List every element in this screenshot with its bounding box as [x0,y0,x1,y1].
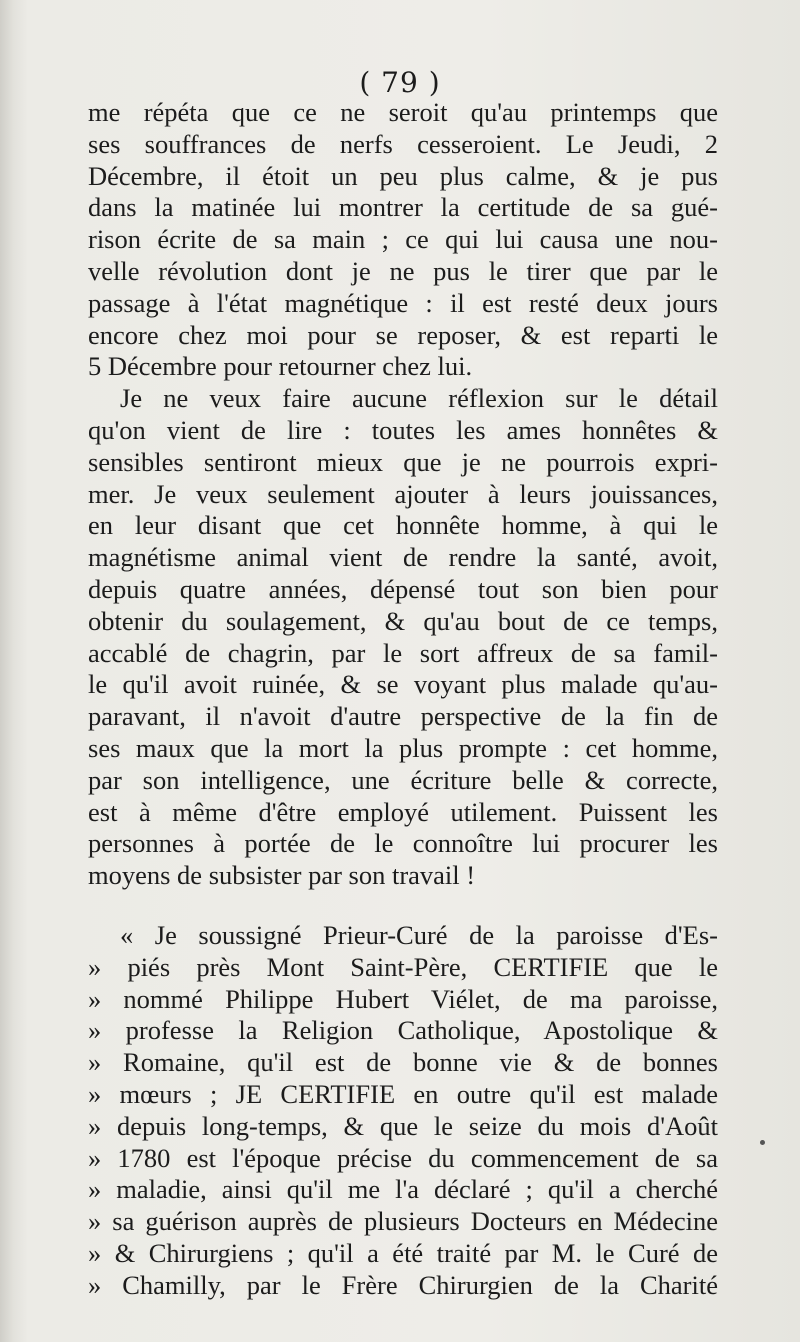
certificate-quote [88,920,718,1302]
text-line: » depuis long-temps, & que le seize du mois d'Août [88,1110,718,1141]
text-line: moyens de subsister par son travail ! [88,860,476,891]
page-gutter [0,0,14,1342]
text-line: personnes à portée de le connoître lui procurer les [88,828,718,859]
text-line: » mœurs ; JE CERTIFIE en outre qu'il est malade [88,1078,718,1109]
text-line: Décembre, il étoit un peu plus calme, & je pus [88,160,718,191]
text-line: paravant, il n'avoit d'autre perspective de la fin de [88,701,718,732]
text-line: Je ne veux faire aucune réflexion sur le détail [120,383,718,414]
text-line: le qu'il avoit ruinée, & se voyant plus malade qu'au- [88,669,718,700]
text-line: » sa guérison auprès de plusieurs Docteurs en Médecine [88,1206,718,1237]
paragraph-2 [88,383,718,892]
text-line: depuis quatre années, dépensé tout son bien pour [88,573,718,604]
text-line: » & Chirurgiens ; qu'il a été traité par M. le Curé de [88,1237,718,1268]
text-line: » piés près Mont Saint-Père, CERTIFIE que le [88,951,718,982]
text-line: ses maux que la mort la plus prompte : cet homme, [88,732,718,763]
text-line: » Chamilly, par le Frère Chirurgien de la Charité [88,1269,718,1300]
text-line: » maladie, ainsi qu'il me l'a déclaré ; qu'il a cherché [88,1174,718,1205]
text-line: me répéta que ce ne seroit qu'au printemps que [88,97,718,127]
text-line: » professe la Religion Catholique, Apostolique & [88,1015,718,1046]
text-line: est à même d'être employé utilement. Puissent les [88,796,718,827]
page-number: ( 79 ) [359,66,441,99]
text-line: en leur disant que cet honnête homme, à qui le [88,510,718,541]
text-line: ses souffrances de nerfs cesseroient. Le Jeudi, 2 [88,128,718,159]
text-line: accablé de chagrin, par le sort affreux de sa famil- [88,637,718,668]
text-line: rison écrite de sa main ; ce qui lui causa une nou- [88,224,718,255]
section-gap [88,892,718,920]
text-line: obtenir du soulagement, & qu'au bout de ce temps, [88,605,718,636]
text-line: » 1780 est l'époque précise du commencement de sa [88,1142,718,1173]
text-line: » nommé Philippe Hubert Viélet, de ma paroisse, [88,983,718,1014]
text-line: magnétisme animal vient de rendre la santé, avoit, [88,542,718,573]
text-line: mer. Je veux seulement ajouter à leurs jouissances, [88,478,718,509]
text-line: dans la matinée lui montrer la certitude de sa gué- [88,192,718,223]
text-line: par son intelligence, une écriture belle & correcte, [88,764,718,795]
text-line: 5 Décembre pour retourner chez lui. [88,351,473,382]
text-line: « Je soussigné Prieur-Curé de la paroisse d'Es- [120,919,718,950]
page-text [88,97,718,1301]
text-line: qu'on vient de lire : toutes les ames honnêtes & [88,414,718,445]
text-line: sensibles sentiront mieux que je ne pourrois expri- [88,446,718,477]
text-line: » Romaine, qu'il est de bonne vie & de bonnes [88,1047,718,1078]
ink-speck [760,1140,765,1145]
text-line: passage à l'état magnétique : il est resté deux jours [88,287,718,318]
paragraph-1 [88,97,718,383]
text-line: encore chez moi pour se reposer, & est reparti le [88,319,718,350]
text-line: velle révolution dont je ne pus le tirer que par le [88,255,718,286]
